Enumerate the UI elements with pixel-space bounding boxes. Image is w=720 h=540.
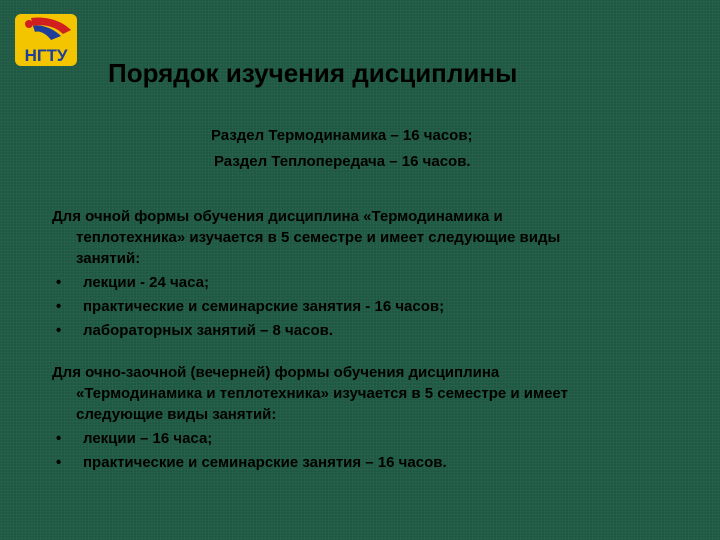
bullet-icon: • — [56, 454, 62, 471]
evening-intro-line-3: следующие виды занятий: — [76, 406, 277, 423]
list-item-text: лекции – 16 часа; — [83, 430, 213, 447]
bullet-icon: • — [56, 322, 62, 339]
full-time-block — [52, 206, 702, 341]
list-item — [52, 428, 702, 449]
list-item — [52, 452, 702, 473]
section-heat-transfer: Раздел Теплопередача – 16 часов. — [214, 153, 471, 170]
evening-intro-line-2: «Термодинамика и теплотехника» изучается в 5 семестре и имеет — [76, 385, 568, 402]
university-logo — [11, 12, 81, 68]
list-item-text: практические и семинарские занятия - 16 часов; — [83, 298, 445, 315]
list-item-text: лабораторных занятий – 8 часов. — [83, 322, 333, 339]
list-item — [52, 272, 702, 293]
evening-block — [52, 362, 702, 473]
list-item — [52, 320, 702, 341]
list-item — [52, 296, 702, 317]
list-item-text: практические и семинарские занятия – 16 часов. — [83, 454, 447, 471]
evening-intro-line-1: Для очно-заочной (вечерней) формы обучения дисциплина — [52, 364, 500, 381]
list-item-text: лекции - 24 часа; — [83, 274, 209, 291]
section-thermodynamics: Раздел Термодинамика – 16 часов; — [211, 127, 473, 144]
bullet-icon: • — [56, 298, 62, 315]
full-time-intro-line-3: занятий: — [76, 250, 141, 267]
full-time-intro-line-1: Для очной формы обучения дисциплина «Термодинамика и — [52, 208, 503, 225]
full-time-intro-line-2: теплотехника» изучается в 5 семестре и имеет следующие виды — [76, 229, 561, 246]
bullet-icon: • — [56, 274, 62, 291]
slide-title: Порядок изучения дисциплины — [108, 58, 518, 88]
svg-text:НГТУ: НГТУ — [24, 46, 68, 65]
university-logo-icon — [11, 12, 81, 68]
bullet-icon: • — [56, 430, 62, 447]
